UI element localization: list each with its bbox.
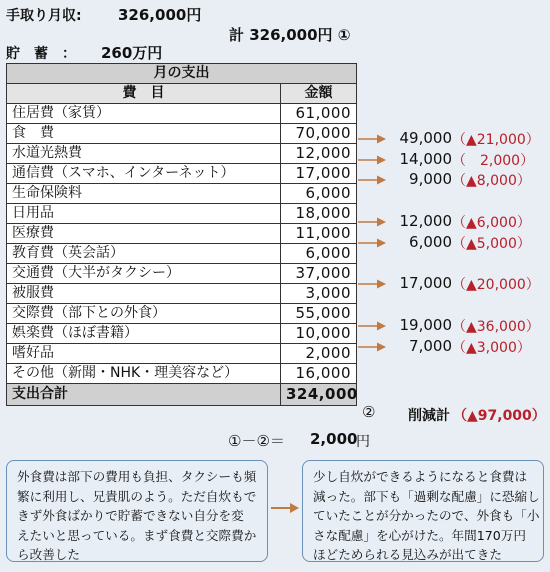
row-amount: 12,000 xyxy=(281,144,357,164)
total-marker: ② xyxy=(362,403,376,421)
reduction-arrow-icon xyxy=(358,154,386,166)
row-amount: 37,000 xyxy=(281,264,357,284)
row-amount: 6,000 xyxy=(281,244,357,264)
reduction-arrow-icon xyxy=(358,216,386,228)
column-header-item: 費 目 xyxy=(7,84,281,104)
row-item: 水道光熱費 xyxy=(7,144,281,164)
note-before-line: えたいと思っている。まず食費と交際費か xyxy=(17,527,257,543)
reduction-delta: （▲6,000） xyxy=(452,215,531,231)
note-after-line: 減った。部下も「過剰な配慮」に恐縮し xyxy=(313,488,540,504)
note-before-line: 繁に利用し、兄貴肌のよう。ただ自炊もで xyxy=(17,488,257,504)
row-item: 生命保険料 xyxy=(7,184,281,204)
reduction-arrow-icon xyxy=(358,341,386,353)
row-item: 食 費 xyxy=(7,124,281,144)
row-item: 嗜好品 xyxy=(7,344,281,364)
table-row xyxy=(7,204,357,224)
reduction-value: 12,000 xyxy=(399,212,452,230)
table-row xyxy=(7,224,357,244)
reduction-value: 19,000 xyxy=(399,316,452,334)
reduction-arrow-icon xyxy=(358,133,386,145)
reduction-value: 9,000 xyxy=(409,170,452,189)
reduction-delta: （▲20,000） xyxy=(452,277,540,294)
table-row xyxy=(7,144,357,164)
note-arrow-icon xyxy=(270,500,300,516)
reduction-arrow-icon xyxy=(358,278,386,290)
total-amount: 324,000 xyxy=(281,384,357,406)
reduction-arrow-icon xyxy=(358,174,386,186)
note-after-line: 少し自炊ができるようになると食費は xyxy=(313,469,528,484)
table-row xyxy=(7,324,357,344)
row-item: 交通費（大半がタクシー） xyxy=(7,264,281,284)
row-amount: 61,000 xyxy=(281,104,357,124)
income-total: 計 326,000円 ① xyxy=(229,26,351,44)
reduction-delta: （▲8,000） xyxy=(452,173,531,190)
note-before-line: きず外食ばかりで貯蓄できない自分を変 xyxy=(17,508,244,523)
balance-value: 2,000 xyxy=(310,430,358,448)
row-item: 通信費（スマホ、インターネット） xyxy=(7,164,281,184)
reduction-value: 14,000 xyxy=(399,149,452,168)
reduction-value: 7,000 xyxy=(409,336,452,355)
total-label: 支出合計 xyxy=(7,384,281,406)
row-amount: 18,000 xyxy=(281,204,357,224)
note-after-line: ほどためられる見込みが出てきた xyxy=(313,547,502,562)
row-item: その他（新聞・NHK・理美容など） xyxy=(7,364,281,384)
table-row xyxy=(7,284,357,304)
savings-label: 貯 蓄 ： xyxy=(6,46,76,62)
row-item: 日用品 xyxy=(7,204,281,224)
table-row xyxy=(7,304,357,324)
reduction-arrow-icon xyxy=(358,237,386,249)
table-row xyxy=(7,344,357,364)
reduction-total-label: 削減計 xyxy=(408,408,450,424)
row-amount: 10,000 xyxy=(281,324,357,344)
row-amount: 55,000 xyxy=(281,304,357,324)
table-row xyxy=(7,164,357,184)
table-caption: 月の支出 xyxy=(7,64,357,84)
table-row xyxy=(7,244,357,264)
row-amount: 17,000 xyxy=(281,164,357,184)
income-label: 手取り月収: xyxy=(6,8,82,24)
note-before xyxy=(6,460,268,562)
row-item: 教育費（英会話） xyxy=(7,244,281,264)
reduction-delta: （▲36,000） xyxy=(452,319,540,335)
table-row xyxy=(7,364,357,384)
expense-table xyxy=(6,63,357,406)
income-value: 326,000円 xyxy=(118,6,202,24)
table-row xyxy=(7,184,357,204)
note-before-line: ら改善した xyxy=(17,547,80,562)
balance-unit: 円 xyxy=(356,434,370,450)
column-header-amount: 金額 xyxy=(281,84,357,104)
reduction-delta: （ 2,000） xyxy=(452,152,535,169)
table-row xyxy=(7,124,357,144)
row-amount: 3,000 xyxy=(281,284,357,304)
reduction-delta: （▲3,000） xyxy=(452,339,531,356)
reduction-value: 17,000 xyxy=(399,274,452,293)
note-after-line: さな配慮」を心がけた。年間170万円 xyxy=(313,527,526,543)
reduction-delta: （▲5,000） xyxy=(452,235,531,252)
row-amount: 2,000 xyxy=(281,344,357,364)
row-item: 被服費 xyxy=(7,284,281,304)
note-after-line: ていたことが分かったので、外食も「小 xyxy=(313,508,540,523)
reduction-value: 49,000 xyxy=(399,128,452,147)
balance-expression: ①－②＝ xyxy=(228,432,285,450)
table-row xyxy=(7,264,357,284)
note-after xyxy=(302,460,544,562)
savings-value: 260万円 xyxy=(101,44,163,62)
row-amount: 11,000 xyxy=(281,224,357,244)
reduction-arrow-icon xyxy=(358,320,386,332)
reduction-total-value: （▲97,000） xyxy=(453,408,546,424)
row-amount: 6,000 xyxy=(281,184,357,204)
row-item: 娯楽費（ほぼ書籍） xyxy=(7,324,281,344)
row-item: 住居費（家賃） xyxy=(7,104,281,124)
reduction-delta: （▲21,000） xyxy=(452,131,540,148)
row-item: 交際費（部下との外食） xyxy=(7,304,281,324)
table-row xyxy=(7,104,357,124)
reduction-value: 6,000 xyxy=(409,232,452,251)
row-item: 医療費 xyxy=(7,224,281,244)
row-amount: 16,000 xyxy=(281,364,357,384)
row-amount: 70,000 xyxy=(281,124,357,144)
note-before-line: 外食費は部下の費用も負担、タクシーも頻 xyxy=(17,469,257,484)
